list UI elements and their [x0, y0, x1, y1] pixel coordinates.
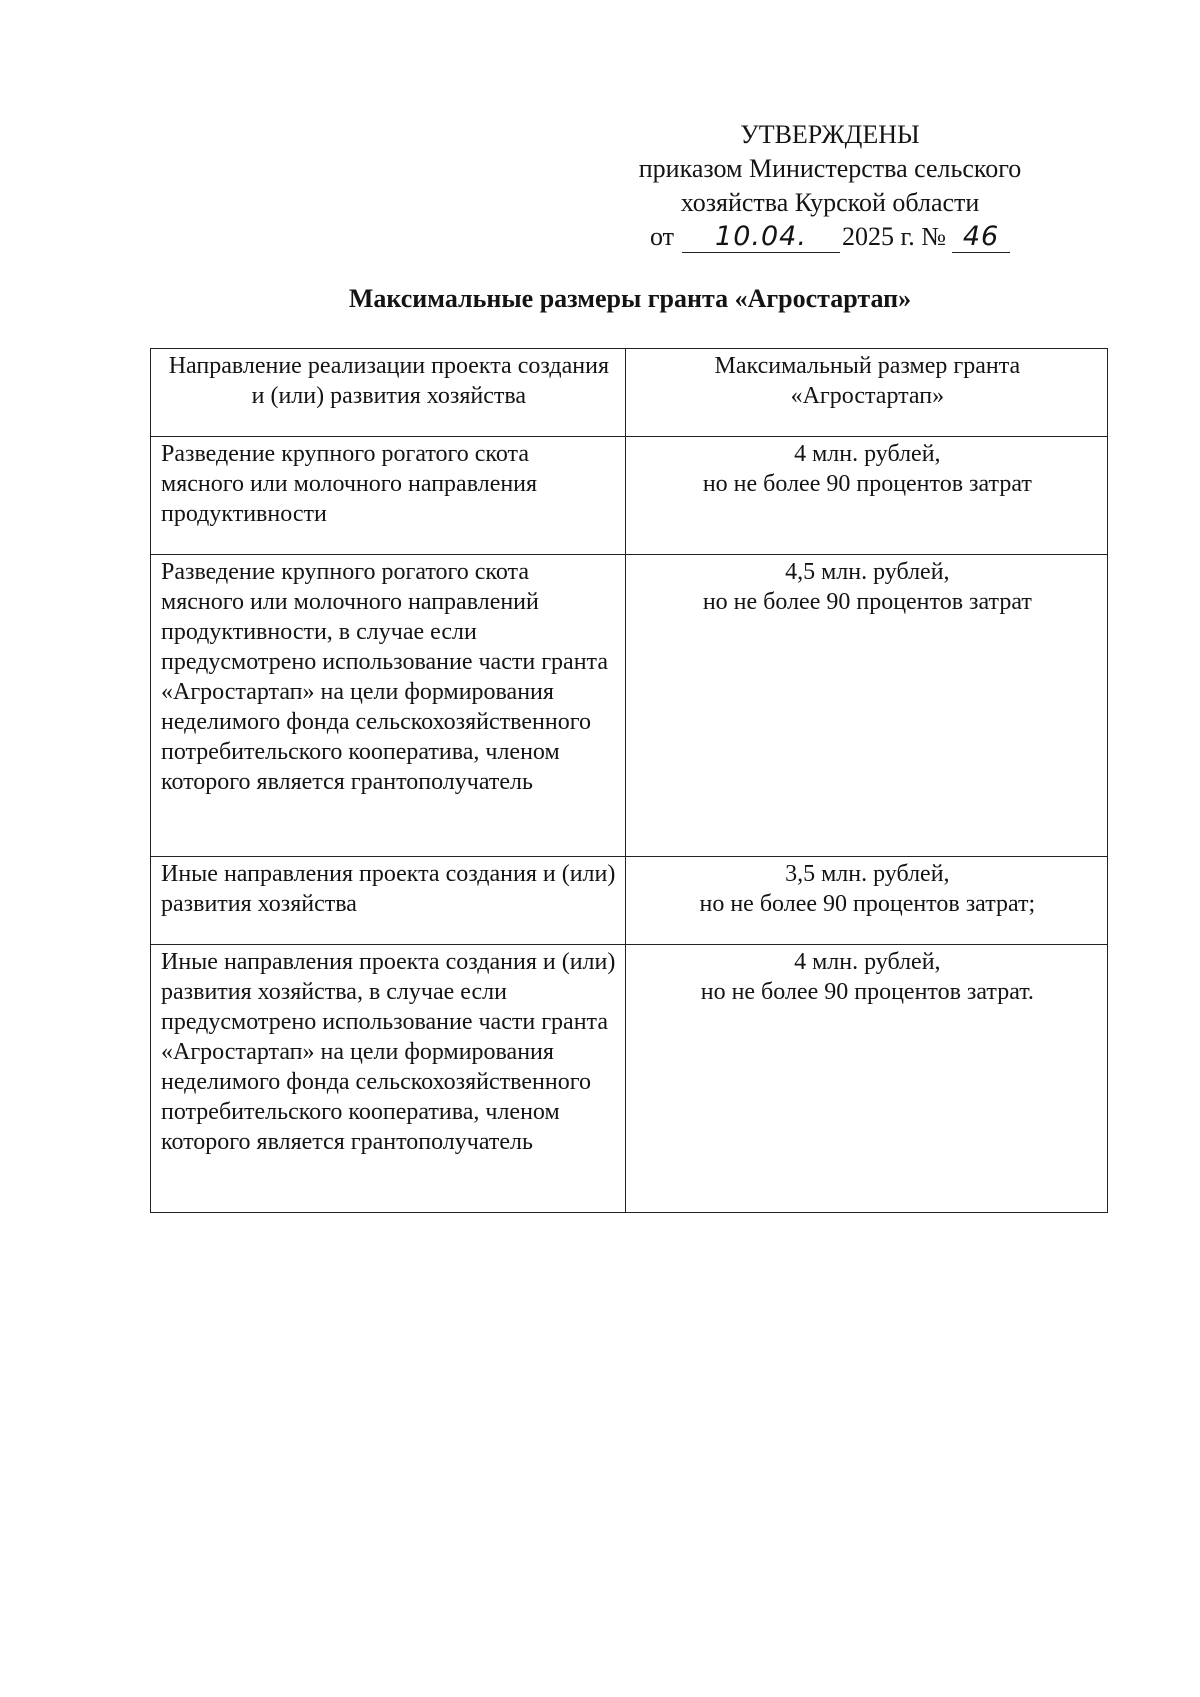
- row-grant-size: [625, 555, 1107, 857]
- handwritten-date: 10.04.: [682, 222, 840, 253]
- grant-limit: но не более 90 процентов затрат.: [700, 979, 1034, 1005]
- grant-amount: 4 млн. рублей,: [794, 441, 941, 467]
- header-direction: Направление реализации проекта создания и (или) развития хозяйства: [151, 349, 626, 437]
- approval-block: [560, 118, 1100, 254]
- row-direction: Разведение крупного рогатого скота мясного или молочного направлений продуктивности, в случае если предусмотрено использование части гранта «Агростартап» на цели формирования неделимого фонда сельскохозяйственного потребительского кооператива, членом которого является грантополучатель: [151, 555, 626, 857]
- approval-date-line: [560, 220, 1100, 254]
- table-header-row: [151, 349, 1108, 437]
- row-direction: Иные направления проекта создания и (или) развития хозяйства: [151, 857, 626, 945]
- grant-amount: 3,5 млн. рублей,: [785, 861, 950, 887]
- header-max-size: Максимальный размер гранта «Агростартап»: [625, 349, 1107, 437]
- grant-limit: но не более 90 процентов затрат: [702, 471, 1032, 497]
- table-row: [151, 857, 1108, 945]
- table-row: [151, 555, 1108, 857]
- row-grant-size: [625, 857, 1107, 945]
- row-grant-size: [625, 945, 1107, 1213]
- row-grant-size: [625, 437, 1107, 555]
- year-and-number-label: 2025 г. №: [841, 222, 947, 251]
- row-direction: Разведение крупного рогатого скота мясного или молочного направления продуктивности: [151, 437, 626, 555]
- grant-amount: 4,5 млн. рублей,: [785, 559, 950, 585]
- table-row: [151, 437, 1108, 555]
- grant-size-table: [150, 348, 1108, 1213]
- approval-heading: УТВЕРЖДЕНЫ: [740, 120, 920, 149]
- document-title: Максимальные размеры гранта «Агростартап»: [348, 284, 912, 313]
- handwritten-order-number: 46: [952, 222, 1010, 253]
- table-row: [151, 945, 1108, 1213]
- date-prefix: от: [649, 222, 674, 251]
- row-direction: Иные направления проекта создания и (или) развития хозяйства, в случае если предусмотрено использование части гранта «Агростартап» на цели формирования неделимого фонда сельскохозяйственного потребительского кооператива, членом которого является грантополучатель: [151, 945, 626, 1213]
- grant-amount: 4 млн. рублей,: [794, 949, 941, 975]
- grant-limit: но не более 90 процентов затрат;: [699, 891, 1036, 917]
- approval-ministry-line: хозяйства Курской области: [680, 188, 980, 217]
- grant-limit: но не более 90 процентов затрат: [702, 589, 1032, 615]
- approval-order-line: приказом Министерства сельского: [638, 154, 1022, 183]
